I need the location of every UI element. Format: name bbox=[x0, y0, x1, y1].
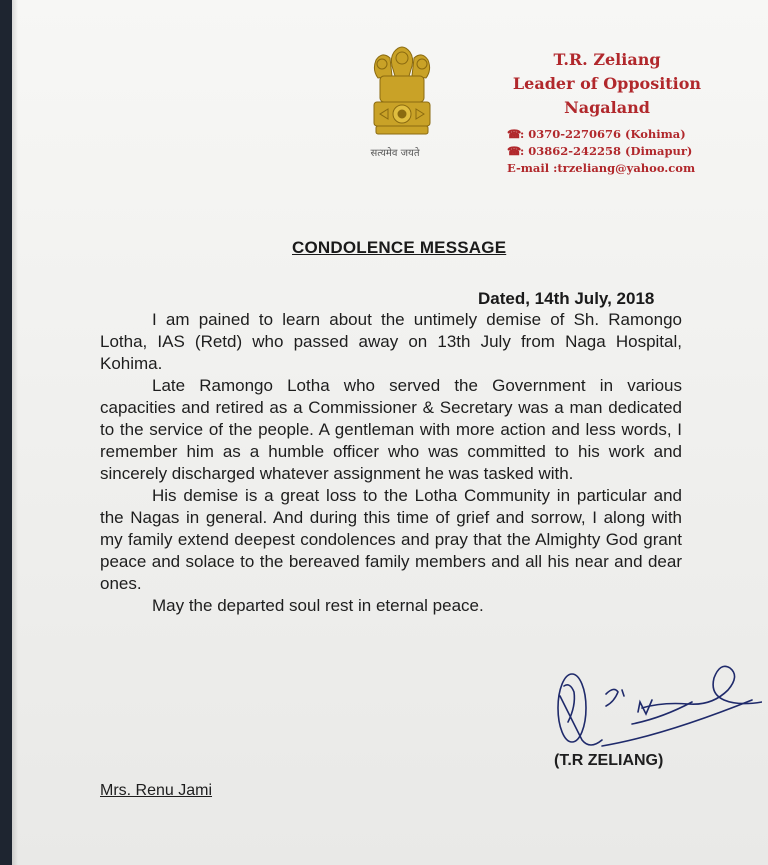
letterhead-name: T.R. Zeliang bbox=[553, 50, 661, 69]
phone-number-dimapur: : 03862-242258 (Dimapur) bbox=[520, 144, 693, 158]
phone-line-kohima bbox=[507, 126, 707, 143]
page-edge-shadow bbox=[12, 0, 18, 865]
letterhead-contact bbox=[507, 126, 707, 177]
handwritten-signature bbox=[542, 646, 762, 766]
national-emblem-icon bbox=[362, 38, 442, 148]
letterhead-title-block bbox=[492, 48, 722, 120]
document-heading: CONDOLENCE MESSAGE bbox=[292, 238, 507, 257]
body-paragraph: His demise is a great loss to the Lotha Community in particular and the Nagas in general. And during this time of grief and sorrow, I along with my family extend deepest condolences and pray that the Almighty God grant peace and solace to the bereaved family members and all his near and dear ones. bbox=[100, 486, 682, 593]
letterhead-title: Leader of Opposition bbox=[512, 74, 702, 93]
recipient-name: Mrs. Renu Jami bbox=[100, 782, 213, 799]
signer-name: (T.R ZELIANG) bbox=[554, 752, 664, 769]
letter-body bbox=[100, 309, 682, 617]
letter-page bbox=[12, 0, 768, 865]
document-date: Dated, 14th July, 2018 bbox=[478, 289, 655, 308]
emblem-motto: सत्यमेव जयते bbox=[370, 148, 420, 159]
body-paragraph: May the departed soul rest in eternal peace. bbox=[152, 596, 484, 615]
telephone-icon: ☎ bbox=[507, 144, 522, 158]
body-paragraph: I am pained to learn about the untimely demise of Sh. Ramongo Lotha, IAS (Retd) who passed away on 13th July from Naga Hospital, Kohima. bbox=[100, 310, 682, 373]
body-paragraph: Late Ramongo Lotha who served the Government in various capacities and retired as a Commissioner & Secretary was a man dedicated to the service of the people. A gentleman with more action and less words, I remember him as a humble officer who was committed to his work and sincerely discharged whatever assignment he was tasked with. bbox=[100, 376, 682, 483]
telephone-icon: ☎ bbox=[507, 127, 522, 141]
phone-number-kohima: : 0370-2270676 (Kohima) bbox=[520, 127, 686, 141]
email-line: E-mail :trzeliang@yahoo.com bbox=[507, 161, 696, 175]
phone-line-dimapur bbox=[507, 143, 707, 160]
letterhead-state: Nagaland bbox=[564, 98, 650, 117]
